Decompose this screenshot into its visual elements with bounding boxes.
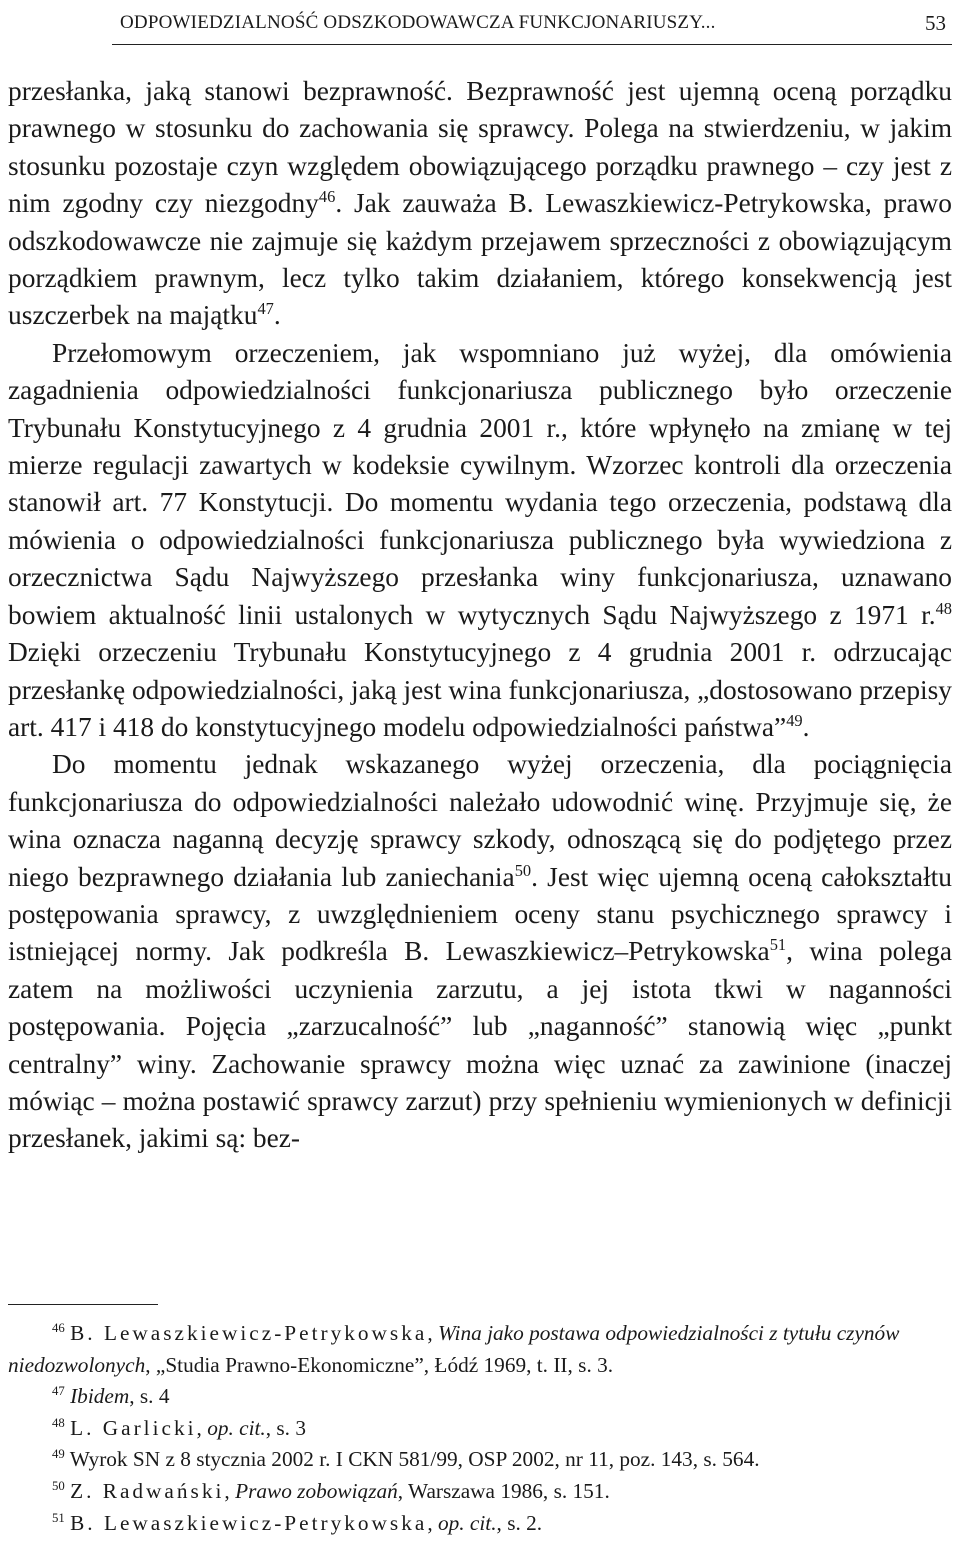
footnote-text: , Warszawa 1986, s. 151.: [397, 1478, 610, 1503]
text-run: . Jest więc ujemną oceną całokształtu postępowania sprawcy, z uwzględnieniem oceny stanu psychicznego sprawcy i istniejącej normy. Jak podkreśla B. Lewaszkiewicz–Petrykowska: [8, 861, 952, 967]
footnote-author: L. Garlicki: [70, 1415, 197, 1440]
footnote-ref-47[interactable]: 47: [257, 299, 274, 319]
running-title: ODPOWIEDZIALNOŚĆ ODSZKODOWAWCZA FUNKCJONARIUSZY...: [120, 12, 716, 33]
footnote-number: 51: [52, 1510, 65, 1525]
footnote-sep: ,: [196, 1415, 208, 1440]
main-text: [8, 73, 952, 1158]
text-run: Dzięki orzeczeniu Trybunału Konstytucyjnego z 4 grudnia 2001 r. odrzucając przesłankę odpowiedzialności, jaką jest wina funkcjonariusza, „dostosowano przepisy art. 417 i 418 do konstytucyjnego modelu odpowiedzialności państwa”: [8, 637, 952, 742]
paragraph-2: [8, 335, 952, 746]
footnote-title: op. cit.: [437, 1510, 497, 1535]
footnote-ref-49[interactable]: 49: [786, 710, 803, 730]
paragraph-3: [8, 746, 952, 1157]
footnote-sep: ,: [427, 1510, 438, 1535]
footnote-text: , s. 2.: [496, 1510, 543, 1535]
footnote-number: 48: [52, 1415, 65, 1430]
footnote-number: 49: [52, 1447, 65, 1462]
footnote-author: B. Lewaszkiewicz-Petrykowska: [70, 1321, 428, 1345]
text-run: , wina polega zatem na możliwości uczynienia zarzutu, a jej istota tkwi w naganności postępowania. Pojęcia „zarzucalność” lub „naganność” stanowią więc „punkt centralny” winy. Zachowanie sprawcy można więc uznać za zawinione (inaczej mówiąc – można postawić sprawcy zarzut) przy spełnieniu wymienionych w definicji przesłanek, jakimi są: bez-: [8, 936, 953, 1154]
footnote-ref-50[interactable]: 50: [514, 860, 532, 880]
footnote-title: Prawo zobowiązań: [235, 1478, 398, 1503]
footnotes: [8, 1318, 952, 1539]
footnote-47: [8, 1381, 952, 1413]
text-run: Do momentu jednak wskazanego wyżej orzeczenia, dla pociągnięcia funkcjonariusza do odpowiedzialności należało udowodnić winę. Przyjmuje się, że wina oznacza naganną decyzję sprawcy szkody, odnoszącą się do podjętego przez niego bezprawnego działania lub zaniechania: [8, 749, 952, 892]
footnote-sep: ,: [224, 1478, 236, 1503]
paragraph-1: [8, 73, 952, 335]
footnote-title: op. cit.: [207, 1415, 266, 1440]
footnote-text: , s. 4: [129, 1384, 170, 1409]
text-run: .: [802, 711, 810, 742]
footnote-author: Z. Radwański: [70, 1478, 225, 1503]
footnote-text: , „Studia Prawno-Ekonomiczne”, Łódź 1969, t. II, s. 3.: [145, 1352, 614, 1377]
footnote-text: , s. 3: [265, 1415, 306, 1440]
footnote-49: [8, 1444, 952, 1476]
text-run: przesłanka, jaką stanowi bezprawność. Bezprawność jest ujemną oceną porządku prawnego w stosunku do zachowania się sprawcy. Polega na stwierdzeniu, w jakim stosunku pozostaje czyn względem obowiązującego porządku prawnego – czy jest z nim zgodny czy niezgodny: [8, 76, 952, 219]
header-rule: [112, 44, 952, 45]
footnote-ref-48[interactable]: 48: [935, 598, 952, 618]
footnote-title: Wina jako postawa odpowiedzialności z tytułu czynów niedozwolonych: [8, 1321, 900, 1377]
footnote-number: 50: [52, 1478, 65, 1493]
page-number: 53: [925, 11, 946, 35]
footnote-ref-46[interactable]: 46: [318, 187, 336, 207]
running-header: [112, 6, 952, 40]
footnote-title: Ibidem: [70, 1384, 130, 1409]
footnote-50: [8, 1476, 952, 1508]
footnote-separator: [8, 1304, 158, 1305]
text-run: .: [273, 300, 281, 331]
footnote-text: Wyrok SN z 8 stycznia 2002 r. I CKN 581/99, OSP 2002, nr 11, poz. 143, s. 564.: [69, 1447, 760, 1472]
text-run: Przełomowym orzeczeniem, jak wspomniano już wyżej, dla omówienia zagadnienia odpowiedzialności funkcjonariusza publicznego było orzeczenie Trybunału Konstytucyjnego z 4 grudnia 2001 r., które wpłynęło na zmianę w tej mierze regulacji zawartych w kodeksie cywilnym. Wzorzec kontroli dla orzeczenia stanowił art. 77 Konstytucji. Do momentu wydania tego orzeczenia, podstawą dla mówienia o odpowiedzialności funkcjonariusza publicznego była wywiedziona z orzecznictwa Sądu Najwyższego przesłanka winy funkcjonariusza, uznawano bowiem aktualność linii ustalonych w wytycznych Sądu Najwyższego z 1971 r.: [8, 337, 952, 630]
footnote-48: [8, 1413, 952, 1445]
footnote-51: [8, 1508, 952, 1540]
footnote-author: B. Lewaszkiewicz-Petrykowska: [70, 1510, 428, 1535]
footnote-number: 46: [52, 1320, 65, 1335]
footnote-46: [8, 1318, 952, 1381]
footnote-ref-51[interactable]: 51: [769, 935, 787, 955]
text-run: . Jak zauważa B. Lewaszkiewicz-Petrykowska, prawo odszkodowawcze nie zajmuje się każdym przejawem sprzeczności z obowiązującym porządkiem prawnym, lecz tylko takim działaniem, którego konsekwencją jest uszczerbek na majątku: [8, 188, 952, 331]
footnote-number: 47: [52, 1384, 65, 1399]
footnote-sep: ,: [427, 1321, 438, 1345]
